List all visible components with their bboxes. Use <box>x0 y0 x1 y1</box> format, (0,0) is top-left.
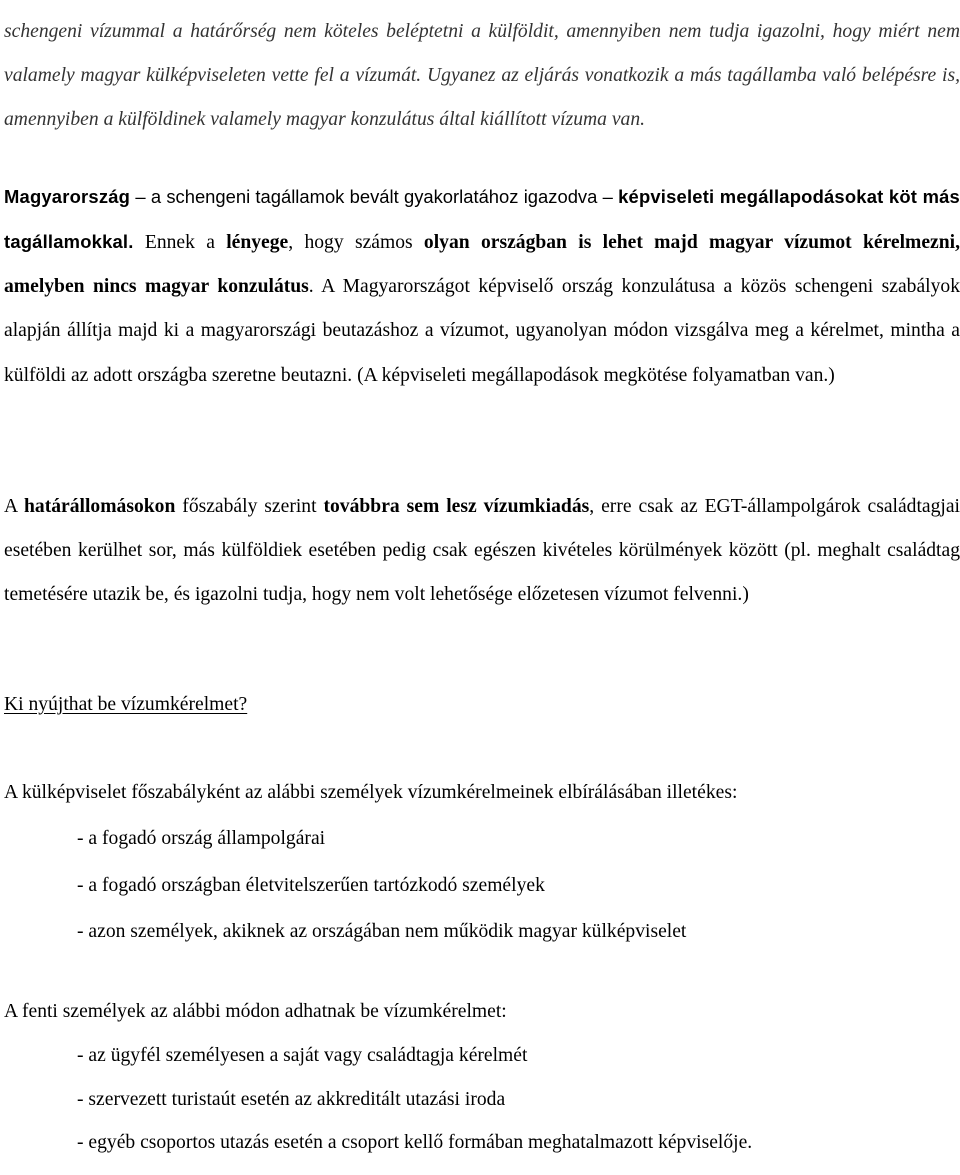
text-segment: A <box>4 495 25 517</box>
list-submission-methods <box>77 1044 752 1175</box>
text-segment: , erre csak az EGT-állampolgárok családtagjai esetében kerülhet sor, más külföldiek esetében pedig csak egészen kivételes körülmények között (pl. meghalt családtag temetésére utazik be, és igazolni tudja, hogy nem volt lehetősége előzetesen vízumot felvenni.) <box>4 495 960 606</box>
bold-no-visa-issuing: továbbra sem lesz vízumkiadás <box>323 495 590 517</box>
paragraph-representation-agreements <box>4 175 960 398</box>
list-item: - a fogadó ország állampolgárai <box>77 828 326 849</box>
section-heading-who-can-apply: Ki nyújthat be vízumkérelmet? <box>4 694 248 715</box>
bold-essence: lényege <box>226 231 289 253</box>
text-segment: . A Magyarországot képviselő ország konzulátusa a közös schengeni szabályok alapján állítja majd ki a magyarországi beutazáshoz a vízumot, ugyanolyan módon vizsgálva meg a kérelmet, mintha a külföldi az adott országba szeretne beutazni. (A képviseleti megállapodások megkötése folyamatban van.) <box>4 276 960 386</box>
bold-countries: olyan országban is lehet majd magyar vízumot kérelmezni, amelyben nincs magyar konzulátus <box>4 231 960 298</box>
text-segment: Ennek a <box>133 231 227 253</box>
list-item: - egyéb csoportos utazás esetén a csoport kellő formában meghatalmazott képviselője. <box>77 1132 753 1153</box>
bold-border-crossings: határállomásokon <box>24 495 176 517</box>
list-eligible-persons <box>77 827 686 967</box>
list-item: - a fogadó országban életvitelszerűen tartózkodó személyek <box>77 874 545 896</box>
bold-agreements: képviseleti megállapodásokat köt más tagállamokkal. <box>4 185 960 252</box>
list-item: - az ügyfél személyesen a saját vagy családtagja kérelmét <box>77 1045 528 1066</box>
intro-submission-methods: A fenti személyek az alábbi módon adhatnak be vízumkérelmet: <box>4 1001 507 1022</box>
text-segment: , hogy számos <box>288 231 424 253</box>
intro-competence: A külképviselet főszabályként az alábbi személyek vízumkérelmeinek elbírálásában illetékes: <box>4 782 738 803</box>
paragraph-schengen-visa <box>4 10 960 143</box>
paragraph-border-crossings <box>4 485 960 618</box>
bold-hungary: Magyarország <box>4 185 131 207</box>
text-segment: – a schengeni tagállamok bevált gyakorlatához igazodva – <box>130 185 619 207</box>
list-item: - azon személyek, akiknek az országában nem működik magyar külképviselet <box>77 921 687 942</box>
paragraph-schengen-visa-text: schengeni vízummal a határőrség nem köteles beléptetni a külföldit, amennyiben nem tudja igazolni, hogy miért nem valamely magyar külképviseleten vette fel a vízumát. Ugyanez az eljárás vonatkozik a más tagállamba való belépésre is, amennyiben a külföldinek valamely magyar konzulátus által kiállított vízuma van. <box>4 20 960 131</box>
list-item: - szervezett turistaút esetén az akkreditált utazási iroda <box>77 1088 506 1110</box>
text-segment: főszabály szerint <box>175 495 324 517</box>
